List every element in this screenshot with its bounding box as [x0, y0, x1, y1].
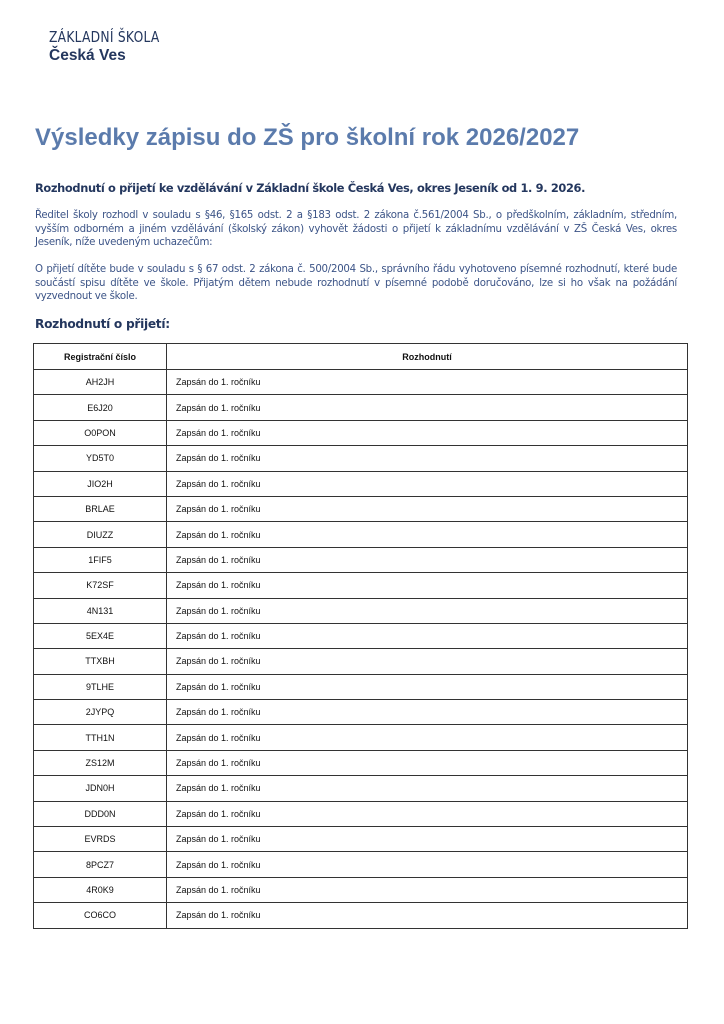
logo-school-name: Česká Ves [49, 47, 126, 64]
paragraph-legal-basis: Ředitel školy rozhodl v souladu s §46, §165 odst. 2 a §183 odst. 2 zákona č.561/2004 Sb., o předškolním, základním, středním, vyšším odborném a jiném vzdělávání (školský zákon) vyhovět žádosti o přijetí k základnímu vzdělávání v ZŠ Česká Ves, okres Jeseník, níže uvedeným uchazečům: [35, 210, 677, 249]
table-row [34, 395, 688, 420]
decision-cell: Zapsán do 1. ročníku [167, 801, 688, 826]
decision-cell: Zapsán do 1. ročníku [167, 877, 688, 902]
column-header-registration-number: Registrační číslo [34, 344, 167, 370]
table-header-row [34, 344, 688, 370]
decision-cell: Zapsán do 1. ročníku [167, 674, 688, 699]
decision-cell: Zapsán do 1. ročníku [167, 776, 688, 801]
column-header-decision: Rozhodnutí [167, 344, 688, 370]
registration-number-cell: O0PON [34, 420, 167, 445]
registration-number-cell: CO6CO [34, 903, 167, 928]
registration-number-cell: DIUZZ [34, 522, 167, 547]
registration-number-cell: 5EX4E [34, 623, 167, 648]
table-row [34, 674, 688, 699]
table-row [34, 725, 688, 750]
decision-cell: Zapsán do 1. ročníku [167, 852, 688, 877]
decision-cell: Zapsán do 1. ročníku [167, 573, 688, 598]
registration-number-cell: AH2JH [34, 370, 167, 395]
decision-cell: Zapsán do 1. ročníku [167, 649, 688, 674]
table-row [34, 547, 688, 572]
table-row [34, 598, 688, 623]
page-title: Výsledky zápisu do ZŠ pro školní rok 2026/2027 [35, 124, 580, 151]
decision-cell: Zapsán do 1. ročníku [167, 903, 688, 928]
decision-cell: Zapsán do 1. ročníku [167, 725, 688, 750]
registration-number-cell: YD5T0 [34, 446, 167, 471]
registration-number-cell: BRLAE [34, 496, 167, 521]
registration-number-cell: JDN0H [34, 776, 167, 801]
paragraph-written-decision: O přijetí dítěte bude v souladu s § 67 odst. 2 zákona č. 500/2004 Sb., správního řádu vyhotoveno písemné rozhodnutí, které bude součástí spisu dítěte ve škole. Přijatým dětem nebude rozhodnutí v písemné podobě doručováno, lze si ho však na požádání vyzvednout ve škole. [35, 264, 677, 303]
decision-cell: Zapsán do 1. ročníku [167, 827, 688, 852]
table-row [34, 370, 688, 395]
decision-cell: Zapsán do 1. ročníku [167, 598, 688, 623]
registration-number-cell: ZS12M [34, 750, 167, 775]
registration-number-cell: JIO2H [34, 471, 167, 496]
decision-cell: Zapsán do 1. ročníku [167, 420, 688, 445]
decision-cell: Zapsán do 1. ročníku [167, 700, 688, 725]
table-row [34, 827, 688, 852]
table-row [34, 573, 688, 598]
table-row [34, 776, 688, 801]
registration-number-cell: 1FIF5 [34, 547, 167, 572]
table-row [34, 649, 688, 674]
registration-number-cell: DDD0N [34, 801, 167, 826]
registration-number-cell: 8PCZ7 [34, 852, 167, 877]
table-row [34, 877, 688, 902]
section-heading-decisions: Rozhodnutí o přijetí: [35, 317, 170, 331]
decision-subheading: Rozhodnutí o přijetí ke vzdělávání v Základní škole Česká Ves, okres Jeseník od 1. 9. 2026. [35, 181, 586, 195]
decision-cell: Zapsán do 1. ročníku [167, 547, 688, 572]
table-row [34, 496, 688, 521]
decision-cell: Zapsán do 1. ročníku [167, 750, 688, 775]
decision-cell: Zapsán do 1. ročníku [167, 446, 688, 471]
decision-cell: Zapsán do 1. ročníku [167, 370, 688, 395]
registration-number-cell: E6J20 [34, 395, 167, 420]
registration-number-cell: 4R0K9 [34, 877, 167, 902]
registration-number-cell: 2JYPQ [34, 700, 167, 725]
registration-number-cell: 9TLHE [34, 674, 167, 699]
table-row [34, 623, 688, 648]
table-row [34, 801, 688, 826]
results-table-body [34, 370, 688, 929]
school-logo [49, 28, 184, 66]
registration-number-cell: K72SF [34, 573, 167, 598]
table-row [34, 522, 688, 547]
table-row [34, 700, 688, 725]
decision-cell: Zapsán do 1. ročníku [167, 623, 688, 648]
table-row [34, 420, 688, 445]
table-row [34, 471, 688, 496]
table-row [34, 852, 688, 877]
table-row [34, 446, 688, 471]
results-table [33, 343, 688, 929]
registration-number-cell: TTH1N [34, 725, 167, 750]
decision-cell: Zapsán do 1. ročníku [167, 522, 688, 547]
decision-cell: Zapsán do 1. ročníku [167, 395, 688, 420]
table-row [34, 903, 688, 928]
table-row [34, 750, 688, 775]
registration-number-cell: 4N131 [34, 598, 167, 623]
registration-number-cell: EVRDS [34, 827, 167, 852]
registration-number-cell: TTXBH [34, 649, 167, 674]
decision-cell: Zapsán do 1. ročníku [167, 471, 688, 496]
decision-cell: Zapsán do 1. ročníku [167, 496, 688, 521]
logo-school-type: ZÁKLADNÍ ŠKOLA [49, 28, 160, 46]
